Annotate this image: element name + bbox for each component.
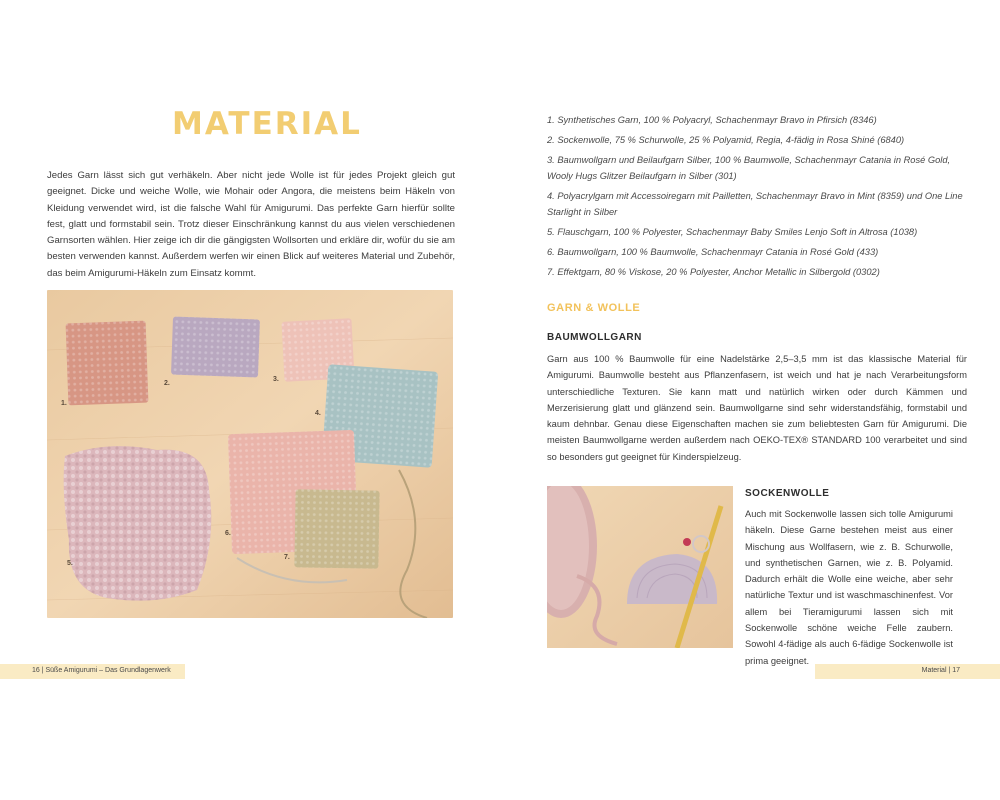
yarn-list [547, 112, 967, 284]
footer-left-text: 16 | Süße Amigurumi – Das Grundlagenwerk [32, 667, 171, 674]
swatch-label-1: 1. [61, 400, 67, 407]
page-title: MATERIAL [172, 106, 362, 142]
list-item: 1. Synthetisches Garn, 100 % Polyacryl, Schachenmayr Bravo in Pfirsich (8346) [547, 115, 877, 125]
sock-yarn-photo [547, 486, 733, 648]
list-item: 6. Baumwollgarn, 100 % Baumwolle, Schachenmayr Catania in Rosé Gold (433) [547, 247, 879, 257]
swatch-label-2: 2. [164, 380, 170, 387]
section-heading-garn-wolle: GARN & WOLLE [547, 302, 641, 314]
baumwollgarn-paragraph: Garn aus 100 % Baumwolle für eine Nadelstärke 2,5–3,5 mm ist das klassische Material für Amigurumi. Baumwolle besteht aus Pflanzenfasern, ist weich und hat je nach Verarbeitungsform unterschiedliche Texturen. Sie kann matt und natürlich wirken oder durch Kämmen und Merzerisierung glatt und glänzend sein. Baumwollgarne sind sehr widerstandsfähig, formstabil und kaum dehnbar. Genau diese Eigenschaften machen sie zum beliebtesten Garn für Amigurumi. Die meisten Baumwollgarne werden außerdem nach OEKO-TEX® STANDARD 100 verarbeitet und sind so besonders gut geeignet für Kinderspielzeug. [547, 354, 967, 462]
list-item: 7. Effektgarn, 80 % Viskose, 20 % Polyester, Anchor Metallic in Silbergold (0302) [547, 267, 880, 277]
subheading-baumwollgarn: BAUMWOLLGARN [547, 332, 642, 343]
yarn-swatches-photo [47, 290, 453, 618]
subheading-sockenwolle: SOCKENWOLLE [745, 488, 830, 499]
swatch-label-7: 7. [284, 554, 290, 561]
footer-right-text: Material | 17 [921, 667, 960, 674]
list-item: 4. Polyacrylgarn mit Accessoiregarn mit Pailletten, Schachenmayr Bravo in Mint (8359) und One Line Starlight in Silber [547, 191, 963, 217]
swatch-label-4: 4. [315, 410, 321, 417]
intro-paragraph: Jedes Garn lässt sich gut verhäkeln. Aber nicht jede Wolle ist für jedes Projekt gleich gut geeignet. Dicke und weiche Wolle, wie Mohair oder Angora, die meistens beim Häkeln von Kleidung verwendet wird, ist die falsche Wahl für Amigurumi. Das perfekte Garn hierfür sollte fest, glatt und formstabil sein. Trotz dieser Einschränkung kannst du aus vielen verschiedenen Garnsorten wählen. Hier zeige ich dir die gängigsten Wollsorten und erkläre dir, wofür du sie am besten verwenden kannst. Außerdem werfen wir einen Blick auf weiteres Material und Zubehör, das beim Amigurumi-Häkeln zum Einsatz kommt. [47, 170, 455, 279]
swatch-label-6: 6. [225, 530, 231, 537]
swatch-label-3: 3. [273, 376, 279, 383]
sock-yarn-illustration [547, 486, 733, 648]
list-item: 2. Sockenwolle, 75 % Schurwolle, 25 % Polyamid, Regia, 4-fädig in Rosa Shiné (6840) [547, 135, 905, 145]
yarn-swatches-illustration [47, 290, 453, 618]
sockenwolle-paragraph: Auch mit Sockenwolle lassen sich tolle Amigurumi häkeln. Diese Garne bestehen meist aus einer Mischung aus Wollfasern, wie z. B. Schurwolle, und synthetischen Garnen, wie z. B. Polyamid. Dadurch erhält die Wolle eine weiche, aber sehr natürliche Textur und ist waschmaschinenfest. Vor allem bei Tieramigurumi lassen sich mit Sockenwolle schöne weiche Felle zaubern. Sowohl 4-fädige als auch 6-fädige Sockenwolle ist prima geeignet. [745, 509, 953, 666]
list-item: 3. Baumwollgarn und Beilaufgarn Silber, 100 % Baumwolle, Schachenmayr Catania in Rosé Gold, Wooly Hugs Glitzer Beilaufgarn in Silber (301) [547, 155, 951, 181]
list-item: 5. Flauschgarn, 100 % Polyester, Schachenmayr Baby Smiles Lenjo Soft in Altrosa (1038) [547, 227, 918, 237]
footer-band-right [815, 664, 1000, 679]
swatch-label-5: 5. [67, 560, 73, 567]
